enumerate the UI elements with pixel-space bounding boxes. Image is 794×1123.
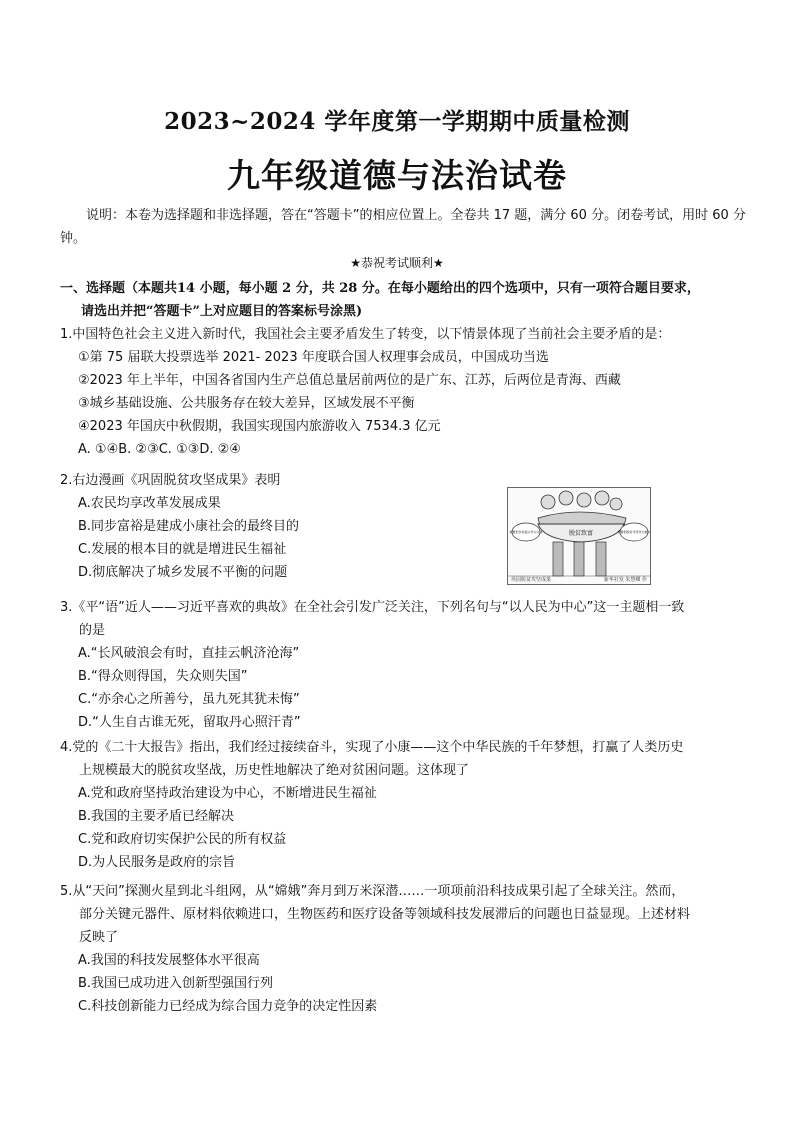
section-heading-line2: 请选出并把“答题卡”上对应题目的答案标号涂黑) xyxy=(81,304,363,319)
question-stem-line3: 反映了 xyxy=(79,930,119,945)
answer-option: B.我国已成功进入创新型强国行列 xyxy=(78,976,274,991)
question-1 xyxy=(60,323,750,461)
answer-option: A.“长风破浪会有时，直挂云帆济沧海” xyxy=(78,646,300,661)
answer-option: A.党和政府坚持政治建设为中心，不断增进民生福祉 xyxy=(78,786,377,801)
answer-option: B.“得众则得国，失众则失国” xyxy=(78,669,248,684)
answer-option: A.我国的科技发展整体水平很高 xyxy=(78,953,260,968)
answer-options: A. ①④B. ②③C. ①③D. ②④ xyxy=(78,442,241,457)
statement-item: ①第 75 届联大投票选举 2021- 2023 年度联合国人权理事会成员，中国成功当选 xyxy=(78,350,549,365)
answer-option: C.科技创新能力已经成为综合国力竞争的决定性因素 xyxy=(78,999,378,1014)
instructions: 说明：本卷为选择题和非选择题，答在“答题卡”的相应位置上。全卷共 17 题，满分 60 分。闭卷考试，用时 60 分钟。 xyxy=(60,208,746,246)
question-stem-line2: 上规模最大的脱贫攻坚战，历史性地解决了绝对贫困问题。这体现了 xyxy=(79,763,470,778)
answer-option: C.发展的根本目的就是增进民生福祉 xyxy=(78,542,287,557)
section-heading-line1: 一、选择题（本题共14 小题，每小题 2 分，共 28 分。在每小题给出的四个选项中，只有一项符合题目要求， xyxy=(60,281,700,296)
answer-option: B.我国的主要矛盾已经解决 xyxy=(78,809,235,824)
cartoon-drawing xyxy=(508,488,650,584)
answer-option: D.为人民服务是政府的宗旨 xyxy=(78,855,236,870)
question-5 xyxy=(60,880,750,1018)
question-4 xyxy=(60,736,750,874)
answer-option: B.同步富裕是建成小康社会的最终目的 xyxy=(78,519,300,534)
cartoon-right-bubble: 我要把脱贫攻坚作为推动 xyxy=(617,530,650,534)
exam-title-term: 2023~2024 学年度第一学期期中质量检测 xyxy=(164,108,630,135)
question-stem-line2: 的是 xyxy=(79,623,106,638)
exam-title-subject: 九年级道德与法治试卷 xyxy=(227,156,567,195)
question-stem: 1.中国特色社会主义进入新时代，我国社会主要矛盾发生了转变，以下情景体现了当前社会主要矛盾的是： xyxy=(60,327,671,342)
answer-option: D.“人生自古谁无死，留取丹心照汗青” xyxy=(78,715,301,730)
answer-option: A.农民均享改革发展成果 xyxy=(78,496,221,511)
statement-item: ④2023 年国庆中秋假期，我国实现国内旅游收入 7534.3 亿元 xyxy=(78,419,441,434)
question-stem-line1: 3.《平“语”近人——习近平喜欢的典故》在全社会引发广泛关注，下列名句与“以人民为中心”这一主题相一致 xyxy=(60,600,685,615)
cartoon-image xyxy=(507,487,651,585)
question-3 xyxy=(60,596,750,734)
question-stem-line1: 5.从“天问”探测火星到北斗组网，从“嫦娥”奔月到万米深潜……一项项前沿科技成果引起了全球关注。然而， xyxy=(60,884,685,899)
question-stem-line1: 4.党的《二十大报告》指出，我们经过接续奋斗，实现了小康——这个中华民族的千年梦想，打赢了人类历史 xyxy=(60,740,684,755)
good-luck-line: ★恭祝考试顺利★ xyxy=(350,256,444,270)
answer-option: D.彻底解决了城乡发展不平衡的问题 xyxy=(78,565,288,580)
answer-option: C.党和政府切实保护公民的所有权益 xyxy=(78,832,287,847)
answer-option: C.“亦余心之所善兮，虽九死其犹未悔” xyxy=(78,692,300,707)
statement-item: ②2023 年上半年，中国各省国内生产总值总量居前两位的是广东、江苏，后两位是青海、西藏 xyxy=(78,373,621,388)
section-heading xyxy=(60,277,750,323)
cartoon-caption-right: 新华社发 朱慧卿 作 xyxy=(603,577,647,583)
question-stem-line2: 部分关键元器件、原材料依赖进口，生物医药和医疗设备等领域科技发展滞后的问题也日益显现。上述材料 xyxy=(79,907,691,922)
statement-item: ③城乡基础设施、公共服务存在较大差异，区域发展不平衡 xyxy=(78,396,415,411)
question-stem: 2.右边漫画《巩固脱贫攻坚成果》表明 xyxy=(60,473,281,488)
cartoon-left-bubble: 我要把乡村振兴作为主体 xyxy=(509,530,543,534)
cartoon-caption-left: 巩固脱贫攻坚成果 xyxy=(511,577,552,583)
cartoon-sign: 脱贫致富 xyxy=(568,530,594,537)
